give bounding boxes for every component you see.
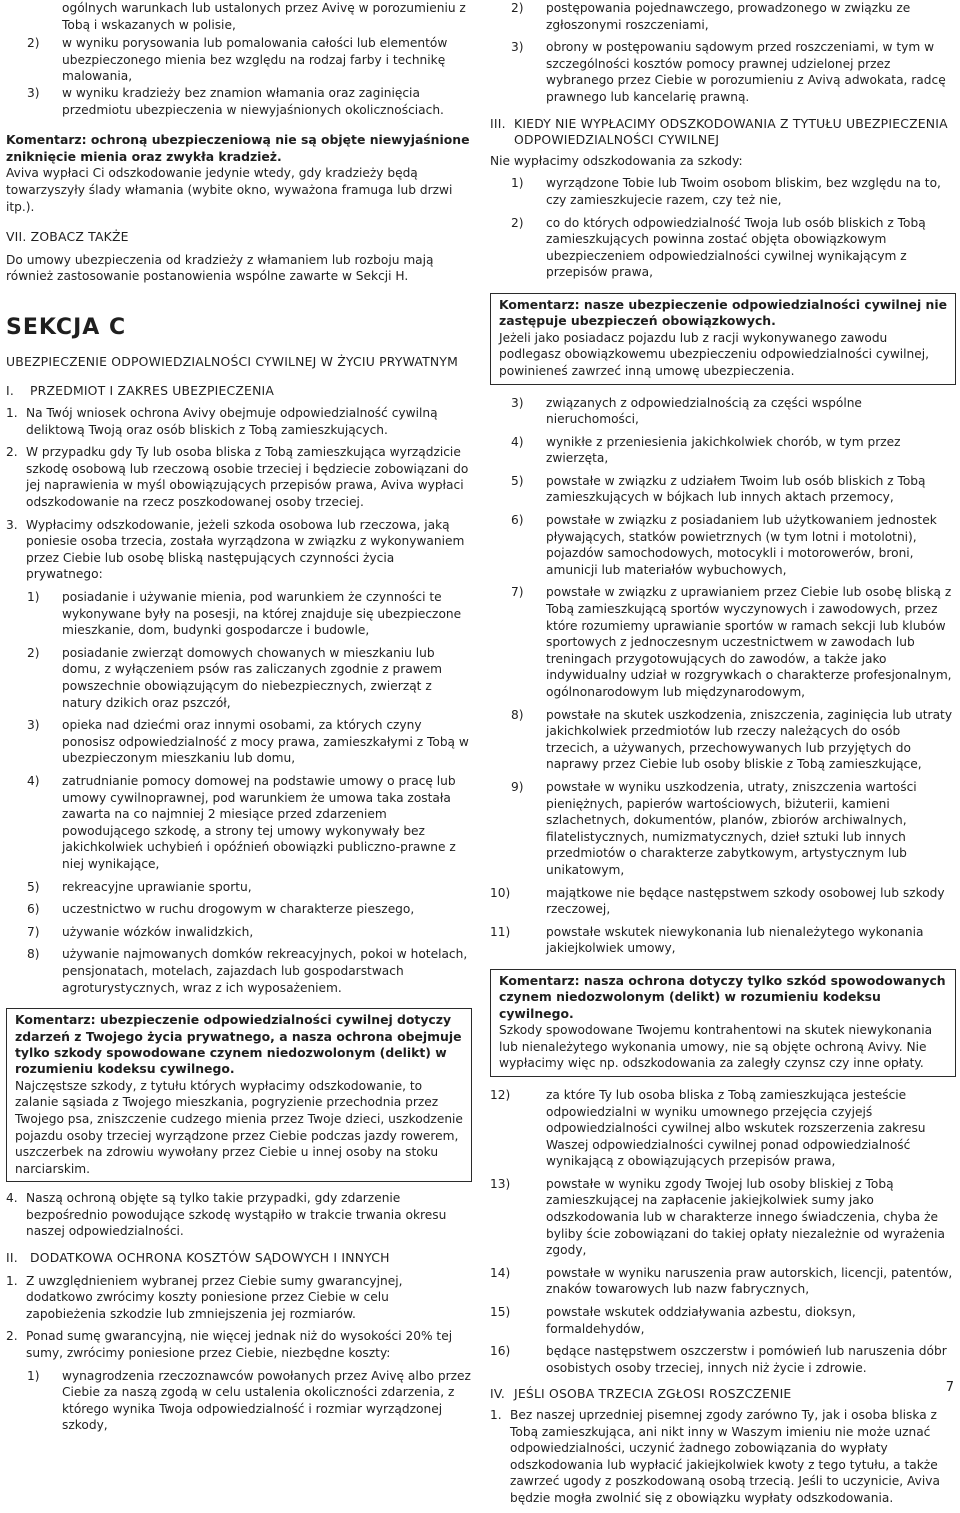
comment-body: Szkody spowodowane Twojemu kontrahentowi na skutek niewykonania lub nienależytego wykonania umowy, nie są objęte ochroną Avivy. Nie wypłacimy więc np. odszkodowania za zaległy czynsz czy inne opłaty. [499,1023,933,1071]
numbered-item: 1. Na Twój wniosek ochrona Avivy obejmuje odpowiedzialność cywilną deliktową Twoją oraz osób bliskich z Tobą zamieszkujących. [6,406,438,437]
list-item: 2) posiadanie zwierząt domowych chowanych w mieszkaniu lub domu, z wyłączeniem psów ras zaliczanych zgodnie z prawem powszechnie obowiązującym do niebezpiecznych, zwierząt z natury dzikich oraz pszczół, [27,645,443,710]
list-item: 3) w wyniku kradzieży bez znamion włamania oraz zaginięcia przedmiotu ubezpieczenia w niewyjaśnionych okolicznościach. [27,85,444,117]
numbered-item: 1. Bez naszej uprzedniej pisemnej zgody zarówno Ty, jak i osoba bliska z Tobą zamieszkująca, ani nikt inny w Waszym imieniu nie może uznać odpowiedzialności, uczynić żadnego zobowiązania do wypłaty odszkodowania lub wypłacić jakiejkolwiek kwoty z tego tytułu, a także zawrzeć ugody z poszkodowaną osobą trzecią. Jeśli to uczynicie, Aviva będzie mogła zwolnić się z obowiązku wypłaty odszkodowania. [490,1408,940,1505]
list-item: 3) związanych z odpowiedzialnością za części wspólne nieruchomości, [511,395,862,427]
continued-intro: ogólnych warunkach lub ustalonych przez Avivę w porozumieniu z Tobą i wskazanych w polisie, [62,1,466,32]
comment-box-mandatory [490,293,956,385]
paragraph: Nie wypłacimy odszkodowania za szkody: [490,153,743,168]
list-item: 14) powstałe w wyniku naruszenia praw autorskich, licencji, patentów, znaków towarowych lub nazw fabrycznych, [490,1265,953,1297]
list-item: 15) powstałe wskutek oddziaływania azbestu, dioksyn, formaldehydów, [490,1305,856,1336]
comment-title: Komentarz: ochroną ubezpieczeniową nie są objęte niewyjaśnione zniknięcie mienia oraz zwykła kradzież. [6,132,470,164]
activities-list [6,589,472,996]
comment-body: Najczęstsze szkody, z tytułu których wypłacimy odszkodowanie, to zalanie sąsiada z Twojego mieszkania, pogryzienie przechodnia przez Twojego psa, zniszczenie cudzego mienia przez Twoje dzieci, uszkodzenie pojazdu osoby trzeciej wyrządzone przez Ciebie podczas jazdy rowerem, uszczerbek na zdrowiu wywołany przez Ciebie u innej osoby na stoku narciarskim. [15,1078,463,1176]
list-item: 2) co do których odpowiedzialność Twoja lub osób bliskich z Tobą zamieszkujących powinna zostać objęta obowiązkowym ubezpieczeniem odpowiedzialności cywilnej wynikającym z przepisów prawa, [511,215,926,280]
left-column [6,0,472,1440]
section-heading: III. KIEDY NIE WYPŁACIMY ODSZKODOWANIA Z TYTUŁU UBEZPIECZENIA ODPOWIEDZIALNOŚCI CYWILNEJ [490,115,948,148]
numbered-item: 2. Ponad sumę gwarancyjną, nie więcej jednak niż do wysokości 20% tej sumy, zwrócimy poniesione przez Ciebie, niezbędne koszty: [6,1329,453,1361]
list-item: 16) będące następstwem oszczerstw i pomówień lub naruszenia dóbr osobistych osoby trzeciej, innych niż życie i zdrowie. [490,1344,947,1375]
section-heading: II. DODATKOWA OCHRONA KOSZTÓW SĄDOWYCH I INNYCH [6,1250,390,1266]
list-item: 1) wyrządzone Tobie lub Twoim osobom bliskim, bez względu na to, czy zamieszkujecie razem, czy też nie, [511,176,941,207]
numbered-item: 4. Naszą ochroną objęte są tylko takie przypadki, gdy zdarzenie bezpośrednio powodujące szkodę wystąpiło w trakcie trwania okresu naszej odpowiedzialności. [6,1191,447,1239]
list-item: 8) używanie najmowanych domków rekreacyjnych, pokoi w hotelach, pensjonatach, motelach, zajazdach lub gospodarstwach agroturystycznych, wraz z ich wyposażeniem. [27,947,468,995]
page-number: 7 [945,1380,954,1395]
comment-body: Jeżeli jako posiadacz pojazdu lub z racji wykonywanego zawodu podlegasz obowiązkowemu ubezpieczeniu odpowiedzialności cywilnej, powinieneś zawrzeć inną umowę ubezpieczenia. [499,330,930,378]
section-heading: I. PRZEDMIOT I ZAKRES UBEZPIECZENIA [6,382,275,398]
list-item: 12) za które Ty lub osoba bliska z Tobą zamieszkująca jesteście odpowiedzialni w wyniku umownego przejęcia czyjejś odpowiedzialności cywilnej albo wskutek rozszerzenia zakresu Waszej odpowiedzialności cywilnej ponad odpowiedzialność wynikającą z obowiązujących przepisów prawa, [490,1087,926,1169]
comment-title: Komentarz: nasze ubezpieczenie odpowiedzialności cywilnej nie zastępuje ubezpieczeń obowiązkowych. [499,296,947,329]
list-item: 7) używanie wózków inwalidzkich, [27,924,254,939]
section-heading: VII. ZOBACZ TAKŻE [6,229,129,245]
numbered-item: 2. W przypadku gdy Ty lub osoba bliska z Tobą zamieszkująca wyrządzicie szkodę osobową lub rzeczową osobie trzeciej i będziecie zobowiązani do jej naprawienia w myśl obowiązujących przepisów prawa, Aviva wypłaci odszkodowanie na rzecz poszkodowanej osoby trzeciej. [6,445,469,510]
numbered-item: 1. Z uwzględnieniem wybranej przez Ciebie sumy gwarancyjnej, dodatkowo zwrócimy koszty poniesione przez Ciebie w celu zapobieżenia szkodzie lub zmniejszenia jej rozmiarów. [6,1273,403,1321]
comment-theft [6,132,472,215]
list-item: 3) obrony w postępowaniu sądowym przed roszczeniami, w tym w szczególności kosztów pomocy prawnej udzielonej przez wybranego przez Ciebie w porozumieniu z Avivą adwokata, radcę prawnego lub kancelarię prawną. [511,40,946,104]
list-item: 1) wynagrodzenia rzeczoznawców powołanych przez Avivę albo przez Ciebie za naszą zgodą w celu ustalenia okoliczności zdarzenia, z którego wynika Twoja odpowiedzialność i rozmiar wyrządzonej szkody, [27,1368,471,1433]
section-heading: IV. JEŚLI OSOBA TRZECIA ZGŁOSI ROSZCZENIE [490,1386,792,1402]
list-item: 3) opieka nad dziećmi oraz innymi osobami, za których czyny ponosisz odpowiedzialność z mocy prawa, zamieszkałymi z Tobą w ubezpieczonym mieszkaniu lub domu, [27,718,469,766]
list-item: 13) powstałe w wyniku zgody Twojej lub osoby bliskiej z Tobą zamieszkującej na zapłacenie jakiejkolwiek sumy jako odszkodowania lub w charakterze innego świadczenia, chyba że byliby ście zobowiązani do takiej opłaty niezależnie od wyrażenia zgody, [490,1176,946,1258]
comment-title: Komentarz: ubezpieczenie odpowiedzialności cywilnej dotyczy zdarzeń z Twojego życia prywatnego, a nasza ochrona obejmuje tylko szkody spowodowane czynem niedozwolonym (delikt) w rozumieniu kodeksu cywilnego. [15,1012,462,1077]
list-item: 4) zatrudnianie pomocy domowej na podstawie umowy o pracę lub umowy cywilnoprawnej, pod warunkiem że umowa taka została zawarta na co najmniej 2 miesiące przed zdarzeniem powodującego szkodę, a strony tej umowy wykonywały bez jakichkolwiek uchybień i opóźnień obowiązki publiczno-prawne z niej wynikające, [27,773,456,871]
list-item: 2) w wyniku porysowania lub pomalowania całości lub elementów ubezpieczonego mienia bez względu na rodzaj farby i technikę malowania, [27,36,448,84]
list-item: 4) wynikłe z przeniesienia jakichkolwiek chorób, w tym przez zwierzęta, [511,434,901,466]
list-item: 6) uczestnictwo w ruchu drogowym w charakterze pieszego, [27,902,415,917]
comment-title: Komentarz: nasza ochrona dotyczy tylko szkód spowodowanych czynem niedozwolonym (delikt) w rozumieniu kodeksu cywilnego. [499,972,946,1021]
list-item: 9) powstałe w wyniku uszkodzenia, utraty, zniszczenia wartości pieniężnych, papierów wartościowych, biżuterii, kamieni szlachetnych, dokumentów, planów, zbiorów archiwalnych, filatelistycznych, numizmatycznych, dzieł sztuki lub innych przedmiotów o charakterze zabytkowym, artystycznym lub unikatowym, [511,779,917,877]
list-item: 10) majątkowe nie będące następstwem szkody osobowej lub szkody rzeczowej, [490,885,945,917]
section-subtitle: UBEZPIECZENIE ODPOWIEDZIALNOŚCI CYWILNEJ W ŻYCIU PRYWATNYM [6,353,458,369]
list-item: 7) powstałe w związku z uprawianiem przez Ciebie lub osobę bliską z Tobą zamieszkującą sportów wyczynowych i zawodowych, przez które rozumiemy uprawianie sportów w ramach sekcji lub klubów sportowych z jednoczesnym uczestnictwem w zawodach lub treningach przygotowujących do zawodów, a także jako indywidualny udział w rozgrywkach o charakterze profesjonalnym, ogólnonarodowym lub międzynarodowym, [511,585,952,699]
paragraph: Do umowy ubezpieczenia od kradzieży z włamaniem lub rozboju mają również zastosowanie postanowienia wspólne zawarte w Sekcji H. [6,252,434,284]
comment-body: Aviva wypłaci Ci odszkodowanie jedynie wtedy, gdy kradzieży będą towarzyszyły ślady włamania (wybite okno, wyważona framuga lub drzwi itp.). [6,166,453,214]
list-item: 11) powstałe wskutek niewykonania lub nienależytego wykonania jakiejkolwiek umowy, [490,924,924,956]
list-item: 1) posiadanie i używanie mienia, pod warunkiem że czynności te wykonywane były na posesji, na której znajduje się ubezpieczone mieszkanie, dom, budynki gospodarcze i budowle, [27,590,462,638]
numbered-item: 3. Wypłacimy odszkodowanie, jeżeli szkoda osobowa lub rzeczowa, jaką poniesie osoba trzecia, została wyrządzona w związku z wykonywaniem przez Ciebie lub osobę bliską następujących czynności życia prywatnego: [6,517,465,582]
list-item: 5) powstałe w związku z udziałem Twoim lub osób bliskich z Tobą zamieszkujących w bójkach lub innych aktach przemocy, [511,473,926,505]
section-title: SEKCJA C [6,314,127,340]
right-column [490,0,956,1513]
list-item: 8) powstałe na skutek uszkodzenia, zniszczenia, zaginięcia lub utraty jakichkolwiek przedmiotów lub rzeczy należących do osób trzecich, a używanych, przechowywanych lub przyjętych do naprawy przez Ciebie lub osoby bliskie z Tobą zamieszkujące, [511,707,953,772]
list-item: 6) powstałe w związku z posiadaniem lub użytkowaniem jednostek pływających, statków powietrznych (w tym lotni i motolotni), pojazdów samochodowych, motocykli i motorowerów, broni, amunicji lub materiałów wybuchowych, [511,513,937,577]
list-item: 2) postępowania pojednawczego, prowadzonego w związku ze zgłoszonymi roszczeniami, [511,1,911,32]
comment-box-private-life [6,1008,472,1182]
comment-box-tort [490,969,956,1077]
list-item: 5) rekreacyjne uprawianie sportu, [27,879,252,894]
